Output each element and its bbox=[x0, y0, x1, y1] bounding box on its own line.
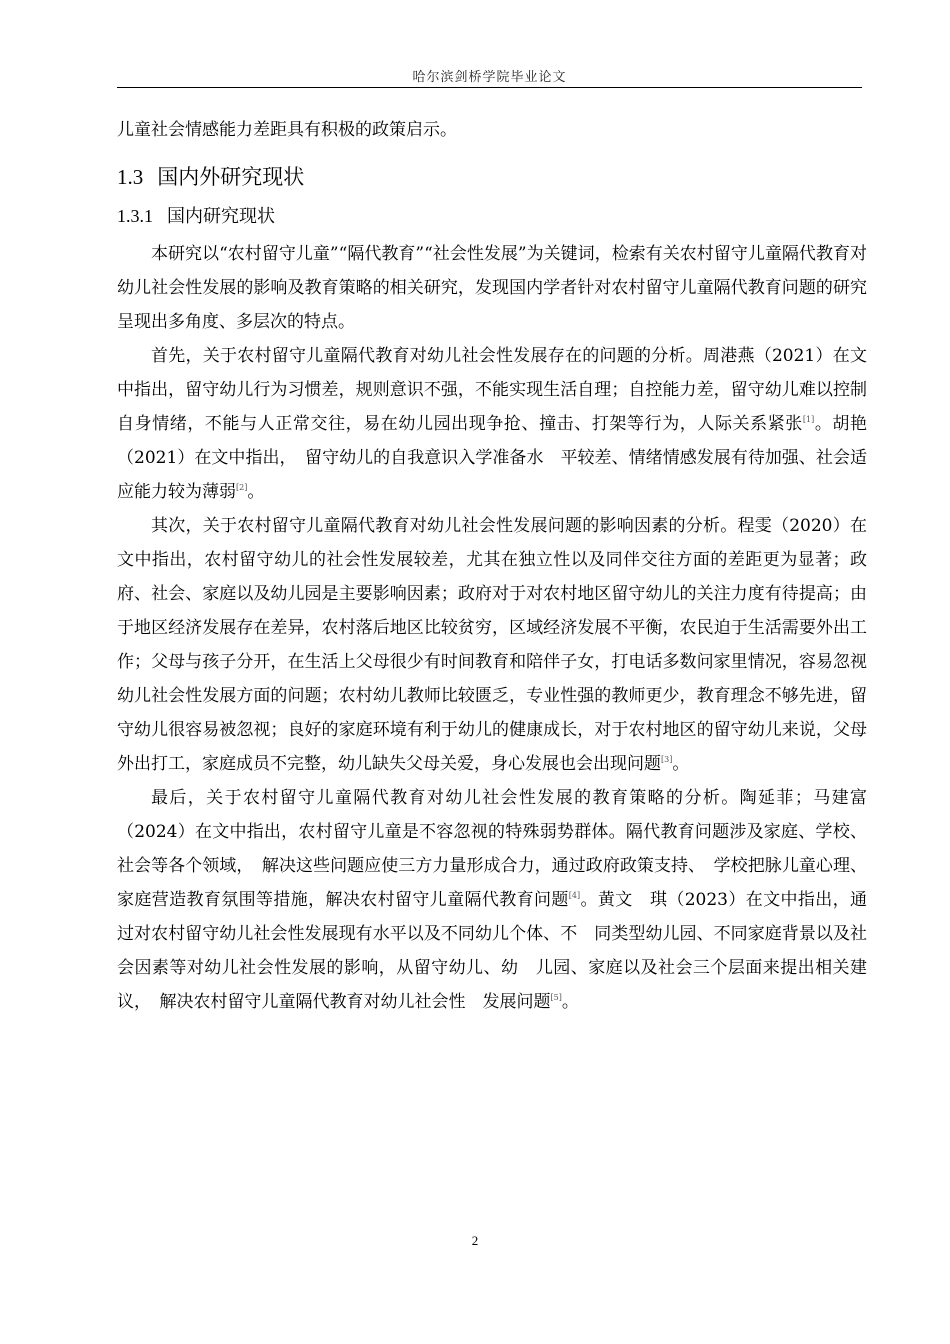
paragraph-3 bbox=[117, 509, 867, 781]
header-rule bbox=[117, 87, 862, 88]
paragraph-2-text-a: 首先，关于农村留守儿童隔代教育对幼儿社会性发展存在的问题的分析。周港燕（2021）在文中指出，留守幼儿行为习惯差，规则意识不强，不能实现生活自理；自控能力差，留守幼儿难以控制自身情绪，不能与人正常交往，易在幼儿园出现争抢、撞击、打架等行为，人际关系紧张 bbox=[117, 346, 867, 434]
subsection-number: 1.3.1 bbox=[117, 206, 153, 226]
citation-2: [2] bbox=[236, 483, 248, 492]
paragraph-2-text-b: 。胡艳（2021）在文中指出， 留守幼儿的自我意识入学准备水 平较差、情绪情感发展有待加强、社会适应能力较为薄弱 bbox=[117, 414, 868, 502]
page-content bbox=[117, 113, 867, 1019]
paragraph-4-text-a: 最后，关于农村留守儿童隔代教育对幼儿社会性发展的教育策略的分析。陶延菲；马建富（2024）在文中指出，农村留守儿童是不容忽视的特殊弱势群体。隔代教育问题涉及家庭、学校、社会等各个领域， 解决这些问题应使三方力量形成合力，通过政府政策支持、 学校把脉儿童心理、家庭营造教育氛围等措施，解决农村留守儿童隔代教育问题 bbox=[117, 788, 867, 910]
paragraph-4-text-b: 。黄文 琪（2023）在文中指出，通过对农村留守幼儿社会性发展现有水平以及不同幼儿个体、不 同类型幼儿园、不同家庭背景以及社会因素等对幼儿社会性发展的影响，从留守幼儿、幼 儿园、家庭以及社会三个层面来提出相关建议， 解决农村留守儿童隔代教育对幼儿社会性 发展问题 bbox=[117, 890, 868, 1012]
paragraph-2-text-c: 。 bbox=[247, 482, 265, 502]
section-heading bbox=[117, 162, 867, 192]
citation-5: [5] bbox=[550, 993, 562, 1002]
section-title: 国内外研究现状 bbox=[157, 165, 305, 189]
subsection-title: 国内研究现状 bbox=[167, 206, 275, 227]
section-number: 1.3 bbox=[117, 165, 144, 189]
continuation-paragraph: 儿童社会情感能力差距具有积极的政策启示。 bbox=[117, 120, 457, 140]
citation-3: [3] bbox=[661, 755, 673, 764]
running-header: 哈尔滨剑桥学院毕业论文 bbox=[412, 70, 567, 85]
paragraph-4 bbox=[117, 781, 867, 1019]
citation-4: [4] bbox=[568, 891, 581, 900]
citation-1: [1] bbox=[802, 415, 815, 424]
page-number: 2 bbox=[471, 1233, 479, 1248]
subsection-heading bbox=[117, 202, 867, 231]
paragraph-1: 本研究以“农村留守儿童”“隔代教育”“社会性发展”为关键词，检索有关农村留守儿童隔代教育对幼儿社会性发展的影响及教育策略的相关研究，发现国内学者针对农村留守儿童隔代教育问题的研究呈现出多角度、多层次的特点。 bbox=[117, 244, 867, 332]
paragraph-3-text-b: 。 bbox=[672, 754, 690, 774]
paragraph-3-text-a: 其次，关于农村留守儿童隔代教育对幼儿社会性发展问题的影响因素的分析。程雯（2020）在文中指出，农村留守幼儿的社会性发展较差，尤其在独立性以及同伴交往方面的差距更为显著；政府、社会、家庭以及幼儿园是主要影响因素；政府对于对农村地区留守幼儿的关注力度有待提高；由于地区经济发展存在差异，农村落后地区比较贫穷，区域经济发展不平衡，农民迫于生活需要外出工作；父母与孩子分开，在生活上父母很少有时间教育和陪伴子女，打电话多数问家里情况，容易忽视幼儿社会性发展方面的问题；农村幼儿教师比较匮乏，专业性强的教师更少，教育理念不够先进，留守幼儿很容易被忽视；良好的家庭环境有利于幼儿的健康成长，对于农村地区的留守幼儿来说，父母外出打工，家庭成员不完整，幼儿缺失父母关爱，身心发展也会出现问题 bbox=[117, 516, 867, 774]
paragraph-2 bbox=[117, 339, 867, 509]
paragraph-4-text-c: 。 bbox=[561, 992, 579, 1012]
